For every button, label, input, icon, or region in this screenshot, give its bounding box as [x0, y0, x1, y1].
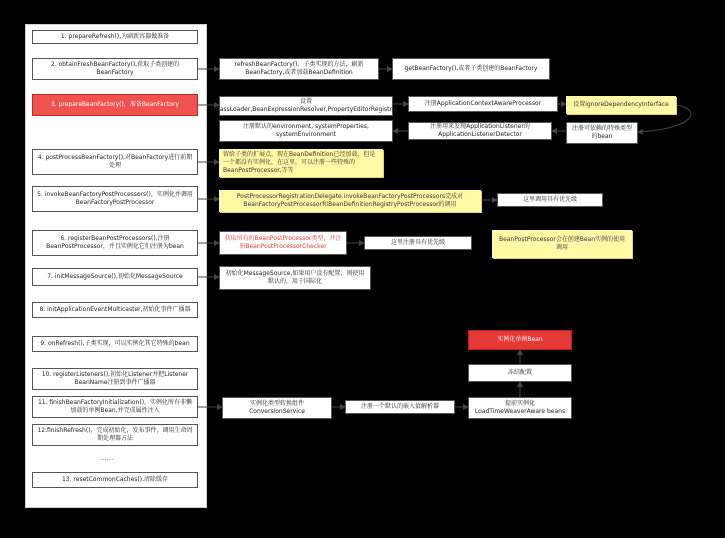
conversion-service-node: 实例化类型转换组件ConversionService	[222, 397, 332, 419]
step-6-note: BeanPostProcessor会在创建Bean实例的使用调用	[492, 230, 632, 258]
register-value-resolver-node: 注册一个默认的嵌入值解析器	[345, 400, 455, 414]
step-7-node: 初始化MessageSource,如果用户没有配置，则使用默认的，用于国际化	[219, 266, 371, 290]
instantiate-singletons-node: 实例化单例Bean	[468, 330, 572, 350]
set-ignore-dependency-note: 设置ignoreDependencyInterface	[566, 96, 676, 114]
step-5-note: PostProcessorRegistrationDelegate.invokeBeanFactoryPostProcessors完成对BeanFactoryPostProcessor和BeanDefinitionRegistryPostProcessor的调用	[219, 190, 481, 212]
load-time-weaver-node: 提前实例化LoadTimeWeaverAware beans	[468, 397, 572, 419]
step-4-note: 留给子类的扩展点，现在BeanDefinition已经加载，但是一个都没有实例化，在这里，可以注册一些特殊的BeanPostProcessor,等等	[219, 149, 383, 177]
step-6-red-node: 获取所有的BeanPostProcessor类型，并注册BeanPostProcessorChecker	[219, 231, 347, 255]
step-9: 9. onRefresh(),子类实现，可以实例化其它特殊的bean	[32, 336, 198, 352]
step-6: 6. registerBeanPostProcessors(),注册BeanPostProcessor，并且实例化它们注册为bean	[32, 230, 198, 256]
step-4: 4. postProcessBeanFactory(),对BeanFactory进行前期处理	[32, 149, 198, 175]
step-10: 10. registerListeners(),初始化Listener并把Listener BeanName注册到事件广播器	[32, 368, 198, 390]
step-5: 5. invokeBeanFactoryPostProcessors()，实例化并调用BeanFactoryPostProcessor	[32, 186, 198, 212]
register-default-env-node: 注册默认的environment, systemProperties, systemEnvironment	[219, 120, 393, 142]
step-2: 2. obtainFreshBeanFactory(),获取子类创建的BeanFactory	[32, 58, 198, 80]
register-autowire-types-node: 注册可依赖的特殊类型的bean	[566, 122, 638, 144]
step-8: 8. initApplicationEventMulticaster,初始化事件广播器	[32, 302, 198, 318]
ellipsis: ......	[100, 454, 114, 462]
step-13: 13. resetCommonCaches(),清除缓存	[32, 472, 198, 488]
step-12: 12.finishRefresh()，完成初始化，发布事件，调用生命周期处理器方法	[32, 424, 198, 446]
freeze-config-node: 冻结配置	[468, 364, 572, 382]
step-1: 1. prepareRefresh(),为刷新容器做准备	[32, 30, 198, 44]
register-listener-detector-node: 注册用来发现ApplicationListener的ApplicationListenerDetector	[408, 122, 552, 140]
step-3: 3. prepareBeanFactory()，准备BeanFactory	[32, 94, 198, 116]
set-classloader-node: 设置ClassLoader,BeanExpressionResolver,PropertyEditorRegistrar	[219, 96, 393, 116]
step-5-priority-node: 这里调用具有优先级	[497, 193, 603, 207]
get-bean-factory-node: getBeanFactory(),或者子类创建的BeanFactory	[392, 58, 550, 80]
register-aware-processor-node: 注册ApplicationContextAwareProcessor	[408, 96, 558, 112]
step-7: 7. initMessageSource(),初始化MessageSource	[32, 268, 198, 286]
refresh-bean-factory-node: refreshBeanFactory()，子类实现的方法，刷新BeanFactory,或者加载BeanDefinition	[219, 58, 379, 80]
step-6-priority-node: 这里注册具有优先级	[364, 236, 472, 250]
step-11: 11. finishBeanFactoryInitialization()，实例化所有非懒加载的单例Bean,并完成属性注入	[32, 396, 198, 418]
